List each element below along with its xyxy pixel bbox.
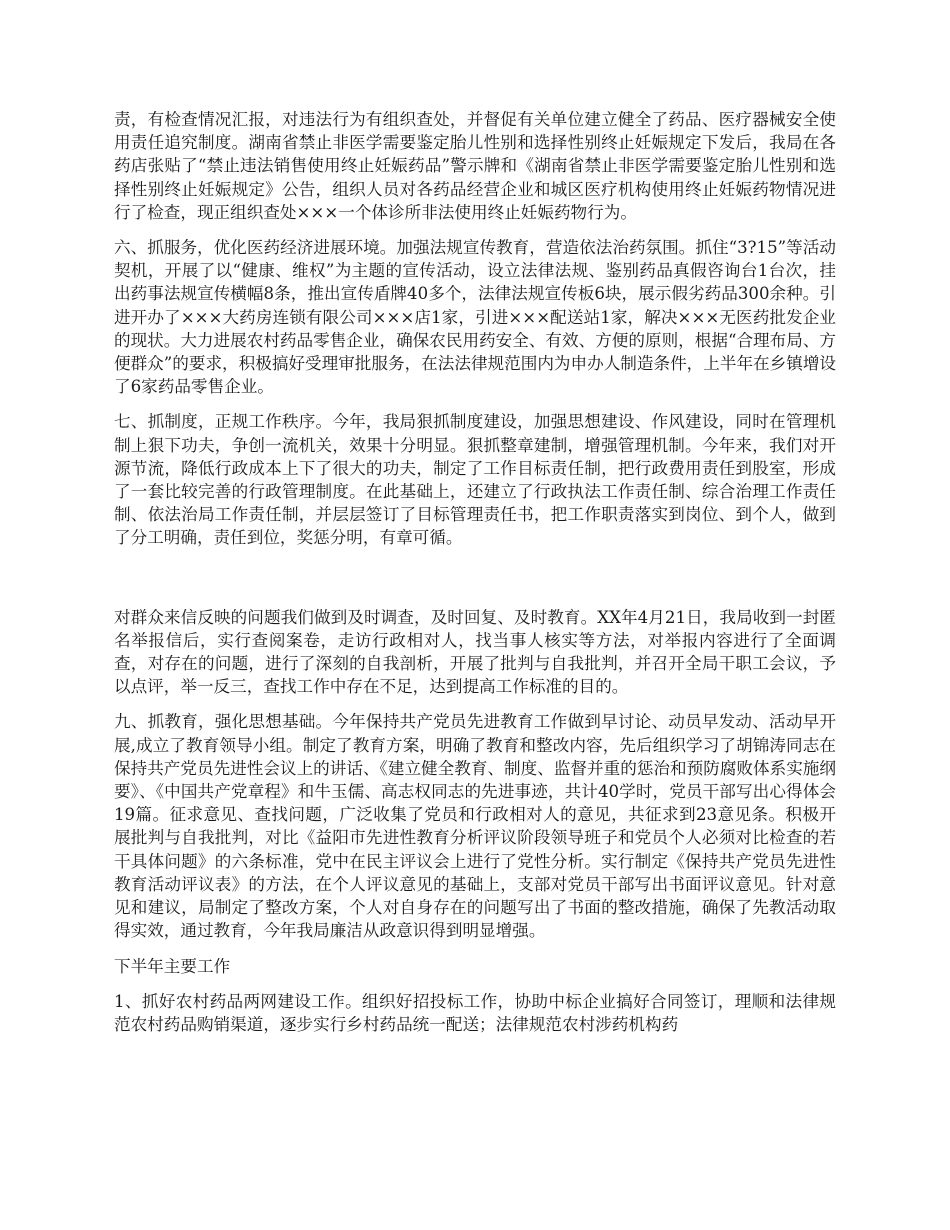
paragraph-rural-drugs: 1、抓好农村药品两网建设工作。组织好招投标工作，协助中标企业搞好合同签订，理顺和法律规范农村药品购销渠道，逐步实行乡村药品统一配送；法律规范农村涉药机构药 (114, 991, 836, 1034)
paragraph-complaints: 对群众来信反映的问题我们做到及时调查，及时回复、及时教育。XX年4月21日，我局收到一封匿名举报信后，实行查阅案卷，走访行政相对人，找当事人核实等方法，对举报内容进行了全面调查，对存在的问题，进行了深刻的自我剖析，开展了批判与自我批判，并召开全局干职工会议，予以点评，举一反三，查找工作中存在不足，达到提高工作标准的目的。 (114, 607, 836, 697)
paragraph-education: 九、抓教育，强化思想基础。今年保持共产党员先进教育工作做到早讨论、动员早发动、活动早开展,成立了教育领导小组。制定了教育方案，明确了教育和整改内容，先后组织学习了胡锦涛同志在保持共产党员先进性会议上的讲话、《建立健全教育、制度、监督并重的惩治和预防腐败体系实施纲要》、《中国共产党章程》和牛玉儒、高志权同志的先进事迹，共计40学时，党员干部写出心得体会19篇。征求意见、查找问题，广泛收集了党员和行政相对人的意见，共征求到23意见条。积极开展批判与自我批判，对比《益阳市先进性教育分析评议阶段领导班子和党员个人必须对比检查的若干具体问题》的六条标准，党中在民主评议会上进行了党性分析。实行制定《保持共产党员先进性教育活动评议表》的方法，在个人评议意见的基础上，支部对党员干部写出书面评议意见。针对意见和建议，局制定了整改方案，个人对自身存在的问题写出了书面的整改措施，确保了先教活动取得实效，通过教育，今年我局廉洁从政意识得到明显增强。 (114, 712, 836, 941)
section-heading: 下半年主要工作 (114, 956, 231, 976)
document-page (114, 108, 836, 1048)
paragraph-system: 七、抓制度，正规工作秩序。今年，我局狠抓制度建设，加强思想建设、作风建设，同时在管理机制上狠下功夫，争创一流机关，效果十分明显。狠抓整章建制，增强管理机制。今年来，我们对开源节流，降低行政成本上下了很大的功夫，制定了工作目标责任制，把行政费用责任到股室，形成了一套比较完善的行政管理制度。在此基础上，还建立了行政执法工作责任制、综合治理工作责任制、依法治局工作责任制，并层层签订了目标管理责任书，把工作职责落实到岗位、到个人，做到了分工明确，责任到位，奖惩分明，有章可循。 (114, 412, 836, 548)
section-gap (114, 562, 836, 606)
paragraph-service: 六、抓服务，优化医药经济进展环境。加强法规宣传教育，营造依法治药氛围。抓住“3?15”等活动契机，开展了以“健康、维权”为主题的宣传活动，设立法律法规、鉴别药品真假咨询台1台次，挂出药事法规宣传横幅8条，推出宣传盾牌40多个，法律法规宣传板6块，展示假劣药品300余种。引进开办了×××大药房连锁有限公司×××店1家，引进×××配送站1家，解决×××无医药批发企业的现状。大力进展农村药品零售企业，确保农民用药安全、有效、方便的原则，根据“合理布局、方便群众”的要求，积极搞好受理审批服务，在法法律规范围内为申办人制造条件，上半年在乡镇增设了6家药品零售企业。 (114, 238, 837, 397)
paragraph-drug-safety: 责，有检查情况汇报，对违法行为有组织查处，并督促有关单位建立健全了药品、医疗器械安全使用责任追究制度。湖南省禁止非医学需要鉴定胎儿性别和选择性别终止妊娠规定下发后，我局在各药店张贴了“禁止违法销售使用终止妊娠药品”警示牌和《湖南省禁止非医学需要鉴定胎儿性别和选择性别终止妊娠规定》公告，组织人员对各药品经营企业和城区医疗机构使用终止妊娠药物情况进行了检查，现正组织查处×××一个体诊所非法使用终止妊娠药物行为。 (114, 110, 836, 222)
